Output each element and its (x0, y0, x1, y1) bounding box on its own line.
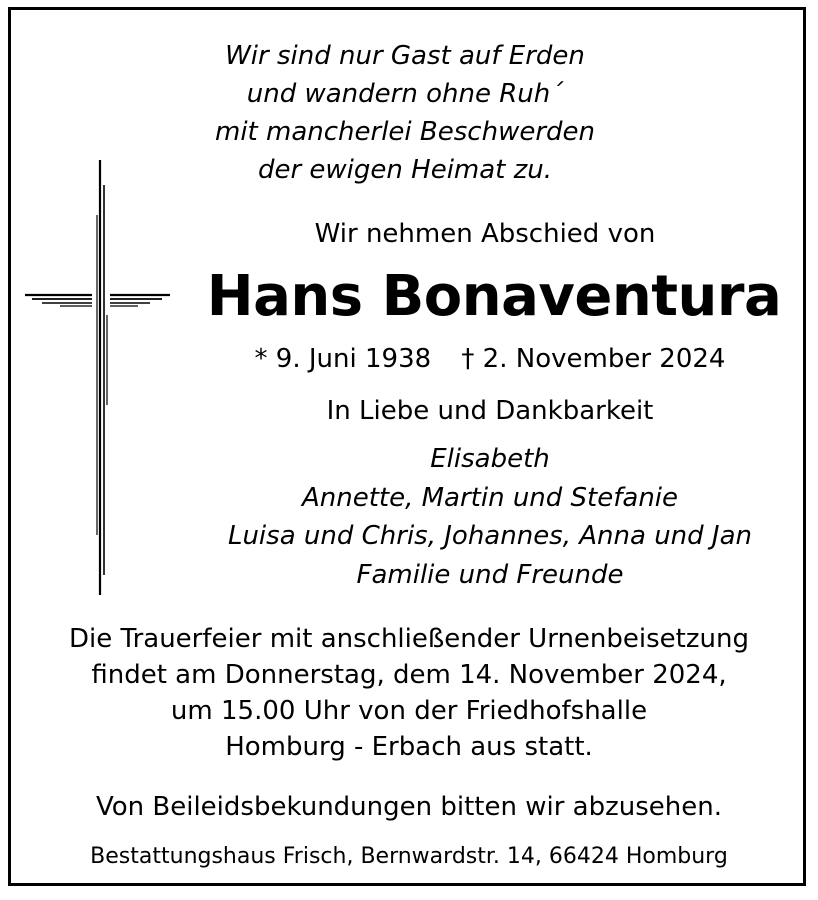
service-line: Die Trauerfeier mit anschließender Urnenbeisetzung (69, 624, 749, 654)
poem-line: und wandern ohne Ruh´ (246, 79, 564, 109)
life-dates (240, 341, 740, 377)
cross-icon (20, 155, 180, 605)
mourner-line: Luisa und Chris, Johannes, Anna und Jan (227, 521, 753, 551)
birth-date: * 9. Juni 1938 (254, 344, 432, 374)
death-date: † 2. November 2024 (461, 344, 726, 374)
mourner-line: Annette, Martin und Stefanie (301, 482, 679, 513)
mourner-line: Elisabeth (430, 444, 550, 474)
poem (160, 37, 650, 189)
mourners-intro: In Liebe und Dankbarkeit (326, 396, 654, 426)
poem-line: der ewigen Heimat zu. (257, 155, 553, 185)
poem-line: mit mancherlei Beschwerden (215, 117, 595, 147)
undertaker-info: Bestattungshaus Frisch, Bernwardstr. 14, 66424 Homburg (90, 844, 728, 869)
funeral-service-info (20, 621, 798, 765)
service-line: um 15.00 Uhr von der Friedhofshalle (170, 696, 648, 726)
mourners-list (200, 440, 780, 594)
mourner-line: Familie und Freunde (356, 559, 624, 590)
service-line: findet am Donnerstag, dem 14. November 2024, (91, 660, 727, 690)
farewell-intro: Wir nehmen Abschied von (314, 219, 656, 249)
poem-line: Wir sind nur Gast auf Erden (225, 41, 585, 71)
condolence-request: Von Beileidsbekundungen bitten wir abzusehen. (95, 792, 722, 822)
service-line: Homburg - Erbach aus statt. (225, 732, 593, 762)
deceased-name: Hans Bonaventura (206, 264, 782, 329)
